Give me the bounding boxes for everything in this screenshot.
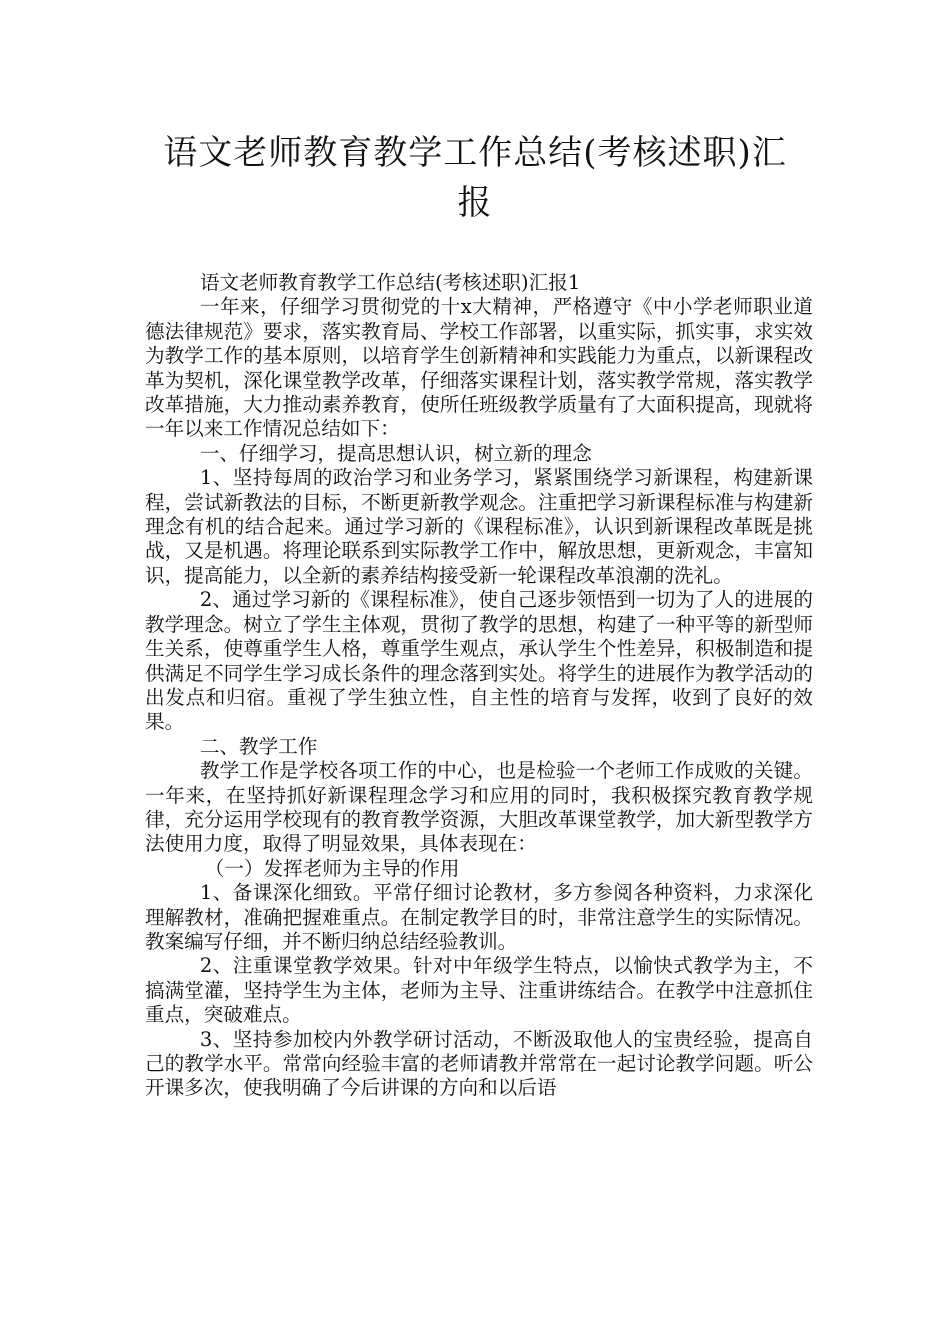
section-heading: 二、教学工作 [199,734,318,758]
subsection-heading: （一）发挥老师为主导的作用 [204,856,460,880]
body-paragraph: 3、坚持参加校内外教学研讨活动，不断汲取他人的宝贵经验，提高自己的教学水平。常常向经验丰富的老师请教并常常在一起讨论教学问题。听公开课多次，使我明确了今后讲课的方向和以后语 [145,1027,813,1100]
body-paragraph: 2、通过学习新的《课程标准》，使自己逐步领悟到一切为了人的进展的教学理念。树立了学生主体观，贯彻了教学的思想，构建了一种平等的新型师生关系，使尊重学生人格，尊重学生观点，承认学生个性差异，积极制造和提供满足不同学生学习成长条件的理念落到实处。将学生的进展作为教学活动的出发点和归宿。重视了学生独立性，自主性的培育与发挥，收到了良好的效果。 [145,588,813,734]
document-title [130,128,820,228]
body-paragraph: 1、坚持每周的政治学习和业务学习，紧紧围绕学习新课程，构建新课程，尝试新教法的目标，不断更新教学观念。注重把学习新课程标准与构建新理念有机的结合起来。通过学习新的《课程标准》，认识到新课程改革既是挑战，又是机遇。将理论联系到实际教学工作中，解放思想，更新观念，丰富知识，提高能力，以全新的素养结构接受新一轮课程改革浪潮的洗礼。 [145,466,813,587]
document-title-line-2: 报 [457,183,493,223]
body-paragraph: 一年来，仔细学习贯彻党的十x大精神，严格遵守《中小学老师职业道德法律规范》要求，落实教育局、学校工作部署，以重实际，抓实事，求实效为教学工作的基本原则，以培育学生创新精神和实践能力为重点，以新课程改革为契机，深化课堂教学改革，仔细落实课程计划，落实教学常规，落实教学改革措施，大力推动素养教育，使所任班级教学质量有了大面积提高，现就将一年以来工作情况总结如下： [145,295,813,441]
section-title: 语文老师教育教学工作总结(考核述职)汇报1 [199,271,581,294]
section-heading: 一、仔细学习，提高思想认识，树立新的理念 [199,441,592,465]
body-paragraph: 1、备课深化细致。平常仔细讨论教材，多方参阅各种资料，力求深化理解教材，准确把握难重点。在制定教学目的时，非常注意学生的实际情况。教案编写仔细，并不断归纳总结经验教训。 [145,881,813,953]
document-title-line-1: 语文老师教育教学工作总结(考核述职)汇 [163,133,787,173]
body-paragraph: 2、注重课堂教学效果。针对中年级学生特点，以愉快式教学为主，不搞满堂灌，坚持学生为主体，老师为主导、注重讲练结合。在教学中注意抓住重点，突破难点。 [145,954,813,1027]
document-body [145,271,813,1101]
body-paragraph: 教学工作是学校各项工作的中心，也是检验一个老师工作成败的关键。一年来，在坚持抓好新课程理念学习和应用的同时，我积极探究教育教学规律，充分运用学校现有的教育教学资源，大胆改革课堂教学，加大新型教学方法使用力度，取得了明显效果，具体表现在： [145,759,813,856]
